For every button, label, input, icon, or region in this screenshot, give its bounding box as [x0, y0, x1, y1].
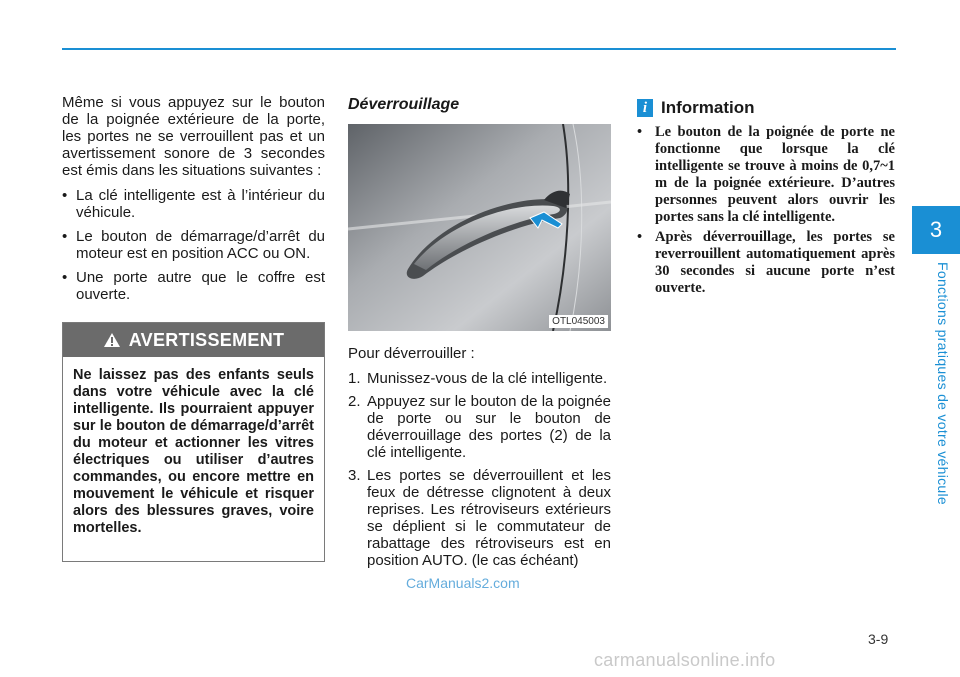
list-item: • La clé intelligente est à l’intérieur du véhicule.	[62, 187, 325, 221]
image-code: OTL045003	[549, 315, 608, 328]
information-list	[637, 124, 895, 300]
chapter-title: Fonctions pratiques de votre véhicule	[935, 262, 951, 506]
list-item: • Le bouton de la poignée de porte ne fonctionne que lorsque la clé intelligente se trouve à moins de 0,7~1 m de la poignée extérieure. D’autres personnes peuvent alors ouvrir les portes sans la clé intelligente.	[637, 124, 895, 226]
warning-box	[62, 322, 325, 562]
information-title: Information	[661, 98, 755, 117]
warning-text: Ne laissez pas des enfants seuls dans votre véhicule avec la clé intelligente. Ils pourraient appuyer sur le bouton de démarrage/d’arrêt du moteur et actionner les vitres électriques ou utiliser d’autres commandes, ou encore mettre en mouvement le véhicule et risquer alors des blessures graves, voire mortelles.	[73, 367, 314, 536]
list-item: 1. Munissez-vous de la clé intelligente.	[348, 370, 608, 387]
steps-list	[348, 370, 611, 569]
intro-paragraph: Même si vous appuyez sur le bouton de la poignée extérieure de la porte, les portes ne se verrouillent pas et un avertissement sonore de 3 secondes est émis dans les situations suivantes :	[62, 94, 325, 179]
watermark: CarManuals2.com	[406, 575, 520, 591]
list-item: 2. Appuyez sur le bouton de la poignée de porte ou sur le bouton de déverrouillage des portes (2) de la clé intelligente.	[348, 393, 611, 461]
steps-lead: Pour déverrouiller :	[348, 345, 475, 362]
information-header	[637, 98, 755, 118]
door-handle-photo	[348, 124, 611, 331]
warning-triangle-icon	[103, 332, 121, 348]
list-item: • Le bouton de démarrage/d’arrêt du moteur est en position ACC ou ON.	[62, 228, 325, 262]
list-item: 3. Les portes se déverrouillent et les feux de détresse clignotent à deux reprises. Les rétroviseurs extérieurs se déplient si le commutateur de rabattage des rétroviseurs est en position AUTO. (le cas échéant)	[348, 467, 611, 569]
chapter-tab[interactable]: 3	[912, 206, 960, 254]
unlock-steps	[348, 345, 611, 575]
warning-title: AVERTISSEMENT	[128, 329, 285, 350]
list-item: • Après déverrouillage, les portes se reverrouillent automatiquement après 30 secondes si aucune porte n’est ouverte.	[637, 229, 895, 297]
warning-header	[63, 323, 324, 357]
top-rule	[62, 48, 896, 50]
footer-watermark: carmanualsonline.info	[594, 650, 776, 670]
conditions-list	[62, 187, 325, 303]
info-icon: i	[637, 99, 653, 117]
page-number: 3-9	[868, 631, 889, 647]
list-item: • Une porte autre que le coffre est ouverte.	[62, 269, 325, 303]
section-title: Déverrouillage	[348, 96, 460, 113]
intro-column	[62, 94, 325, 310]
